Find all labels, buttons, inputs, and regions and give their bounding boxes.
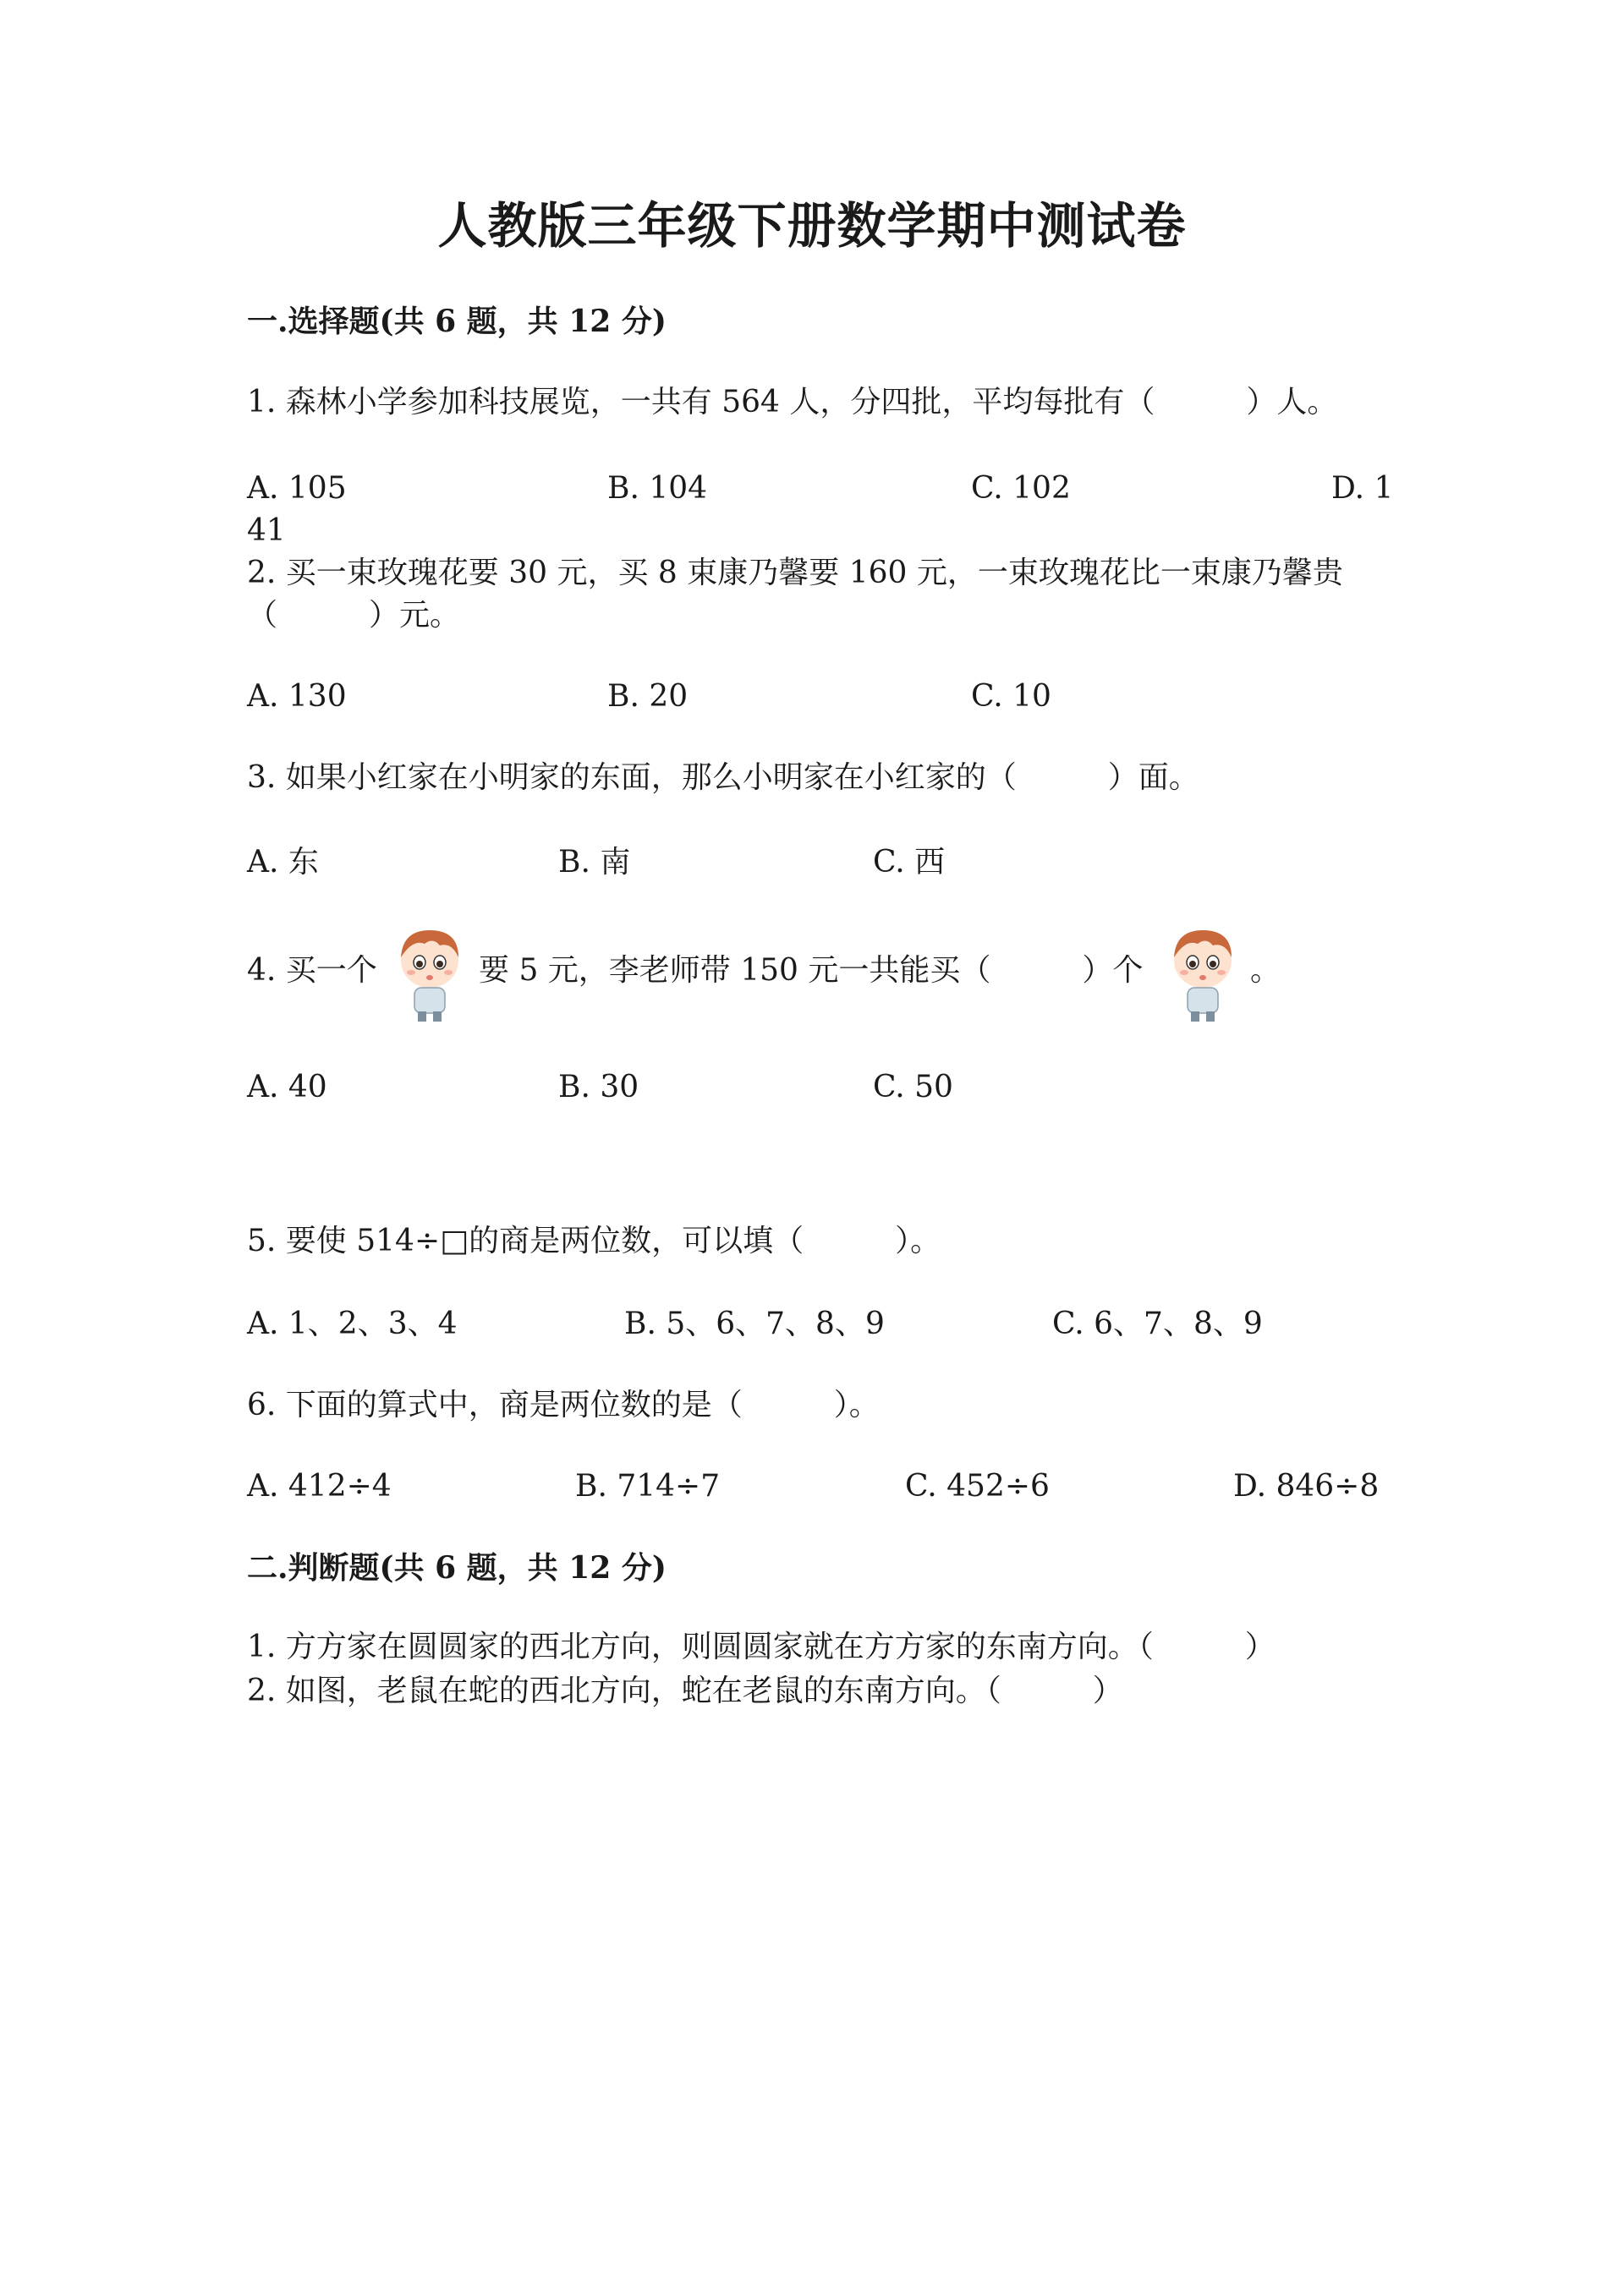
q2-option-a: A. 130 bbox=[247, 679, 347, 714]
question-1-4-part2: 要 5 元，李老师带 150 元一共能买（ ）个 bbox=[479, 953, 1144, 988]
question-1-4-part1: 4. 买一个 bbox=[247, 953, 377, 988]
q4-option-a: A. 40 bbox=[247, 1070, 327, 1104]
question-2-1: 1. 方方家在圆圆家的西北方向，则圆圆家就在方方家的东南方向。（ ） bbox=[247, 1630, 1276, 1664]
q6-option-a: A. 412÷4 bbox=[247, 1469, 392, 1504]
question-2-2: 2. 如图，老鼠在蛇的西北方向，蛇在老鼠的东南方向。（ ） bbox=[247, 1674, 1123, 1708]
q6-option-c: C. 452÷6 bbox=[905, 1469, 1050, 1504]
q1-option-c: C. 102 bbox=[971, 471, 1071, 506]
q1-option-a: A. 105 bbox=[247, 471, 347, 506]
q5-option-c: C. 6、7、8、9 bbox=[1052, 1307, 1263, 1341]
q4-option-c: C. 50 bbox=[873, 1070, 953, 1104]
question-1-4-part3: 。 bbox=[1250, 953, 1281, 988]
boy-cartoon-icon bbox=[387, 923, 472, 1023]
question-1-5: 5. 要使 514÷□的商是两位数，可以填（ ）。 bbox=[247, 1224, 941, 1258]
q5-option-a: A. 1、2、3、4 bbox=[247, 1307, 458, 1341]
q6-option-d: D. 846÷8 bbox=[1233, 1469, 1380, 1504]
q1-option-d-wrap: 41 bbox=[247, 513, 286, 548]
question-1-2-line2: （ ）元。 bbox=[247, 598, 461, 633]
q3-option-a: A. 东 bbox=[247, 845, 319, 879]
q3-option-c: C. 西 bbox=[873, 845, 946, 879]
q1-option-d: D. 1 bbox=[1331, 471, 1394, 506]
q3-option-b: B. 南 bbox=[558, 845, 631, 879]
boy-cartoon-icon bbox=[1160, 923, 1245, 1023]
section-1-heading: 一.选择题(共 6 题，共 12 分) bbox=[247, 304, 667, 339]
question-1-1: 1. 森林小学参加科技展览，一共有 564 人，分四批，平均每批有（ ）人。 bbox=[247, 385, 1338, 419]
q6-option-b: B. 714÷7 bbox=[575, 1469, 721, 1504]
q1-option-b: B. 104 bbox=[607, 471, 708, 506]
page-title: 人教版三年级下册数学期中测试卷 bbox=[437, 197, 1187, 255]
q4-option-b: B. 30 bbox=[558, 1070, 639, 1104]
q5-option-b: B. 5、6、7、8、9 bbox=[624, 1307, 885, 1341]
q2-option-c: C. 10 bbox=[971, 679, 1051, 714]
question-1-2-line1: 2. 买一束玫瑰花要 30 元，买 8 束康乃馨要 160 元，一束玫瑰花比一束康乃馨贵 bbox=[247, 556, 1343, 590]
question-1-6: 6. 下面的算式中，商是两位数的是（ ）。 bbox=[247, 1388, 880, 1422]
section-2-heading: 二.判断题(共 6 题，共 12 分) bbox=[247, 1550, 667, 1586]
q2-option-b: B. 20 bbox=[607, 679, 689, 714]
question-1-3: 3. 如果小红家在小明家的东面，那么小明家在小红家的（ ）面。 bbox=[247, 760, 1199, 795]
